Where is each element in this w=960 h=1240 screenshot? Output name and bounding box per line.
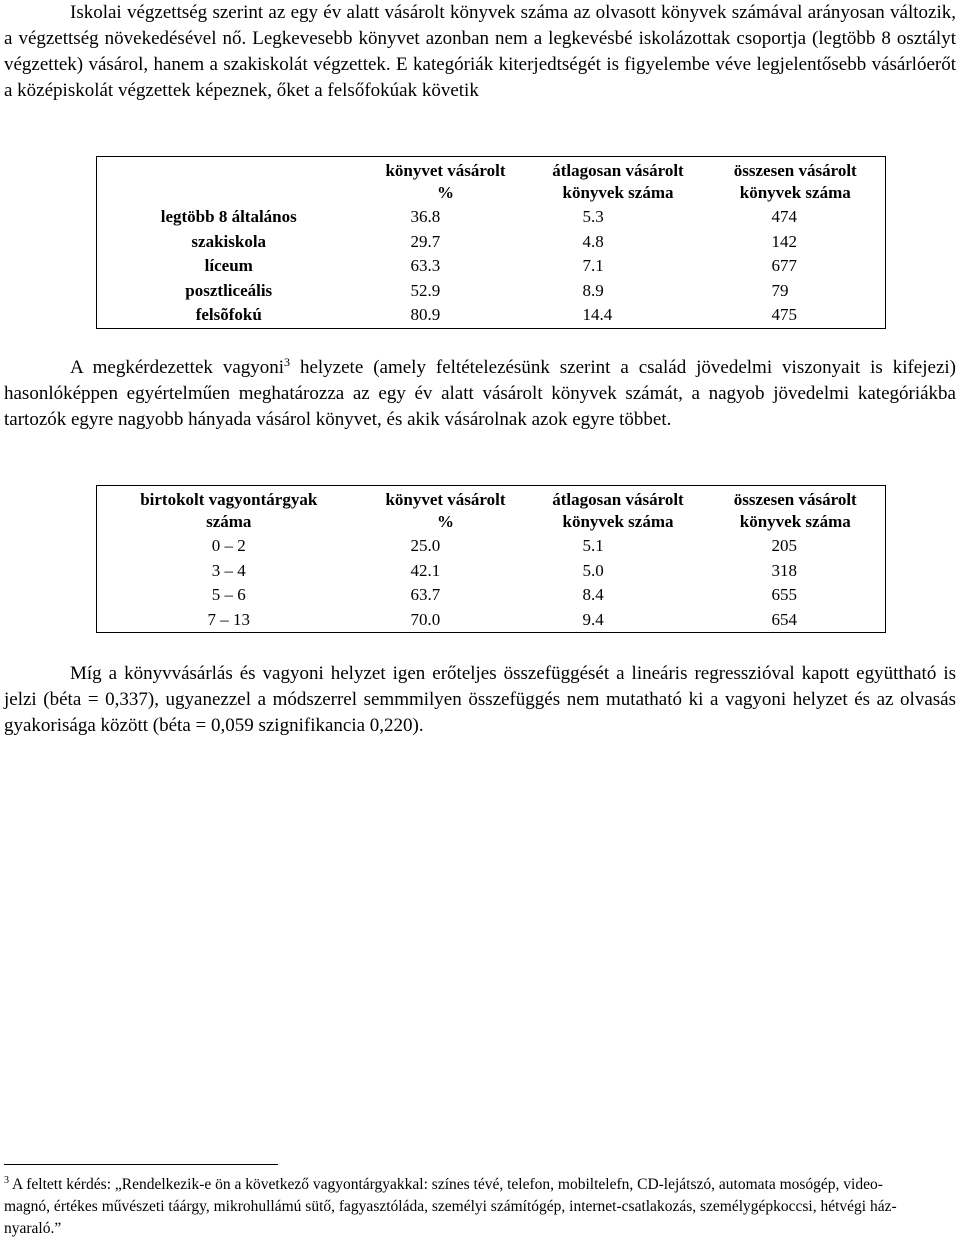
row-label: 0 – 2 [211,536,246,555]
header-cell-assets-count [97,486,361,535]
table-row [97,230,886,255]
cell-bought-percent: 80.9 [410,305,441,324]
header-line: könyvek száma [562,183,674,202]
cell-bought-percent: 25.0 [410,536,441,555]
cell-total-books: 654 [771,609,797,629]
row-label: 7 – 13 [207,609,250,629]
header-line: könyvek száma [739,183,851,202]
table-row [97,303,886,328]
paragraph-wealth [4,355,956,433]
cell-average-books: 4.8 [582,231,604,251]
paragraph-regression: Míg a könyvvásárlás és vagyoni helyzet igen erőteljes összefüggését a lineáris regresszióval kapott együttható is jelzi (béta = 0,337), ugyanezzel a módszerrel semmmilyen összefüggés nem mutatható ki a vagyoni helyzet és az olvasás gyakorisága között (béta = 0,059 szignifikancia 0,220). [4,663,956,736]
header-cell-average-books [531,486,706,535]
row-label: líceum [204,256,253,275]
table-header-row [97,157,886,206]
cell-total-books: 205 [771,536,797,555]
footnote [4,1174,924,1240]
row-label: 5 – 6 [211,585,246,604]
header-line: könyvek száma [739,512,851,531]
footnote-divider [4,1164,278,1165]
table-row [97,559,886,584]
footnote-text: A feltett kérdés: „Rendelkezik-e ön a következő vagyontárgyakkal: színes tévé, telefon, mobiltelefn, CD-lejátszó, automata mosógép, video-magnó, értékes művészeti táárgy, mikrohullámú sütő, fagyasztóláda, személyi számítógép, internet-csatlakozás, személygépkoccsi, hétvégi ház-nyaraló.” [4,1176,897,1237]
paragraph-text: helyzete (amely feltételezésünk szerint a család jövedelmi viszonyait is kifejezi) hasonlóképpen egyértelműen meghatározza az egy év alatt vásárolt könyvek számát, a nagyob jövedelmi kategóriákba tartozók egyre nagyobb hányada vásárol könyvet, és akik vásárolnak azok egyre többet. [4,357,956,430]
header-line: könyvet vásárolt [385,161,506,180]
header-line: átlagosan vásárolt [552,161,684,180]
cell-average-books: 5.1 [582,536,604,555]
cell-total-books: 677 [771,256,797,275]
cell-bought-percent: 42.1 [410,560,441,580]
cell-bought-percent: 63.3 [410,256,441,275]
cell-total-books: 655 [771,585,797,604]
cell-bought-percent: 63.7 [410,585,441,604]
header-line: összesen vásárolt [733,490,857,509]
row-label: 3 – 4 [211,560,246,580]
cell-average-books: 9.4 [582,609,604,629]
header-line: % [437,512,454,531]
row-label: posztliceális [185,280,273,300]
cell-total-books: 474 [771,207,797,226]
paragraph-education: Iskolai végzettség szerint az egy év alatt vásárolt könyvek száma az olvasott könyvek számával arányosan változik, a végzettség növekedésével nő. Legkevesebb könyvet azonban nem a legkevésbé iskolázottak csoportja (legtöbb 8 osztályt végzettek) vásárol, hanem a szakiskolát végzettek. E kategóriák kiterjedtségét is figyelembe véve legjelentősebb vásárlóerőt a középiskolát végzettek képeznek, őket a felsőfokúak követik [4,2,956,101]
cell-average-books: 5.3 [582,207,604,226]
table-header-row [97,486,886,535]
table-row [97,254,886,279]
table-row [97,279,886,304]
header-line: átlagosan vásárolt [552,490,684,509]
header-line: összesen vásárolt [733,161,857,180]
header-cell-total-books [706,486,886,535]
cell-average-books: 8.9 [582,280,604,300]
cell-bought-percent: 36.8 [410,207,441,226]
row-label: szakiskola [191,231,267,251]
header-line: birtokolt vagyontárgyak [140,490,318,509]
cell-average-books: 7.1 [582,256,604,275]
table-row [97,534,886,559]
cell-average-books: 5.0 [582,560,604,580]
cell-total-books: 142 [771,231,797,251]
header-cell-total-books [706,157,886,206]
header-cell-empty [97,157,361,206]
footnote-mark: 3 [4,1175,9,1186]
row-label: felsõfokú [195,305,262,324]
cell-bought-percent: 29.7 [410,231,441,251]
cell-total-books: 475 [771,305,797,324]
header-line: könyvet vásárolt [385,490,506,509]
table-row [97,205,886,230]
cell-average-books: 8.4 [582,585,604,604]
header-line: % [437,183,454,202]
table-row [97,583,886,608]
header-cell-average-books [531,157,706,206]
cell-total-books: 79 [771,280,789,300]
table-row [97,608,886,633]
row-label: legtöbb 8 általános [160,207,297,226]
cell-bought-percent: 70.0 [410,609,441,629]
header-cell-bought-percent [361,486,531,535]
table-wealth-book-purchases [96,485,886,633]
cell-bought-percent: 52.9 [410,280,441,300]
cell-total-books: 318 [771,560,797,580]
table-education-book-purchases [96,156,886,329]
header-cell-bought-percent [361,157,531,206]
header-line: könyvek száma [562,512,674,531]
header-line: száma [206,512,252,531]
footnote-reference: 3 [284,355,291,369]
cell-average-books: 14.4 [582,305,613,324]
paragraph-text: A megkérdezettek vagyoni [70,357,285,378]
